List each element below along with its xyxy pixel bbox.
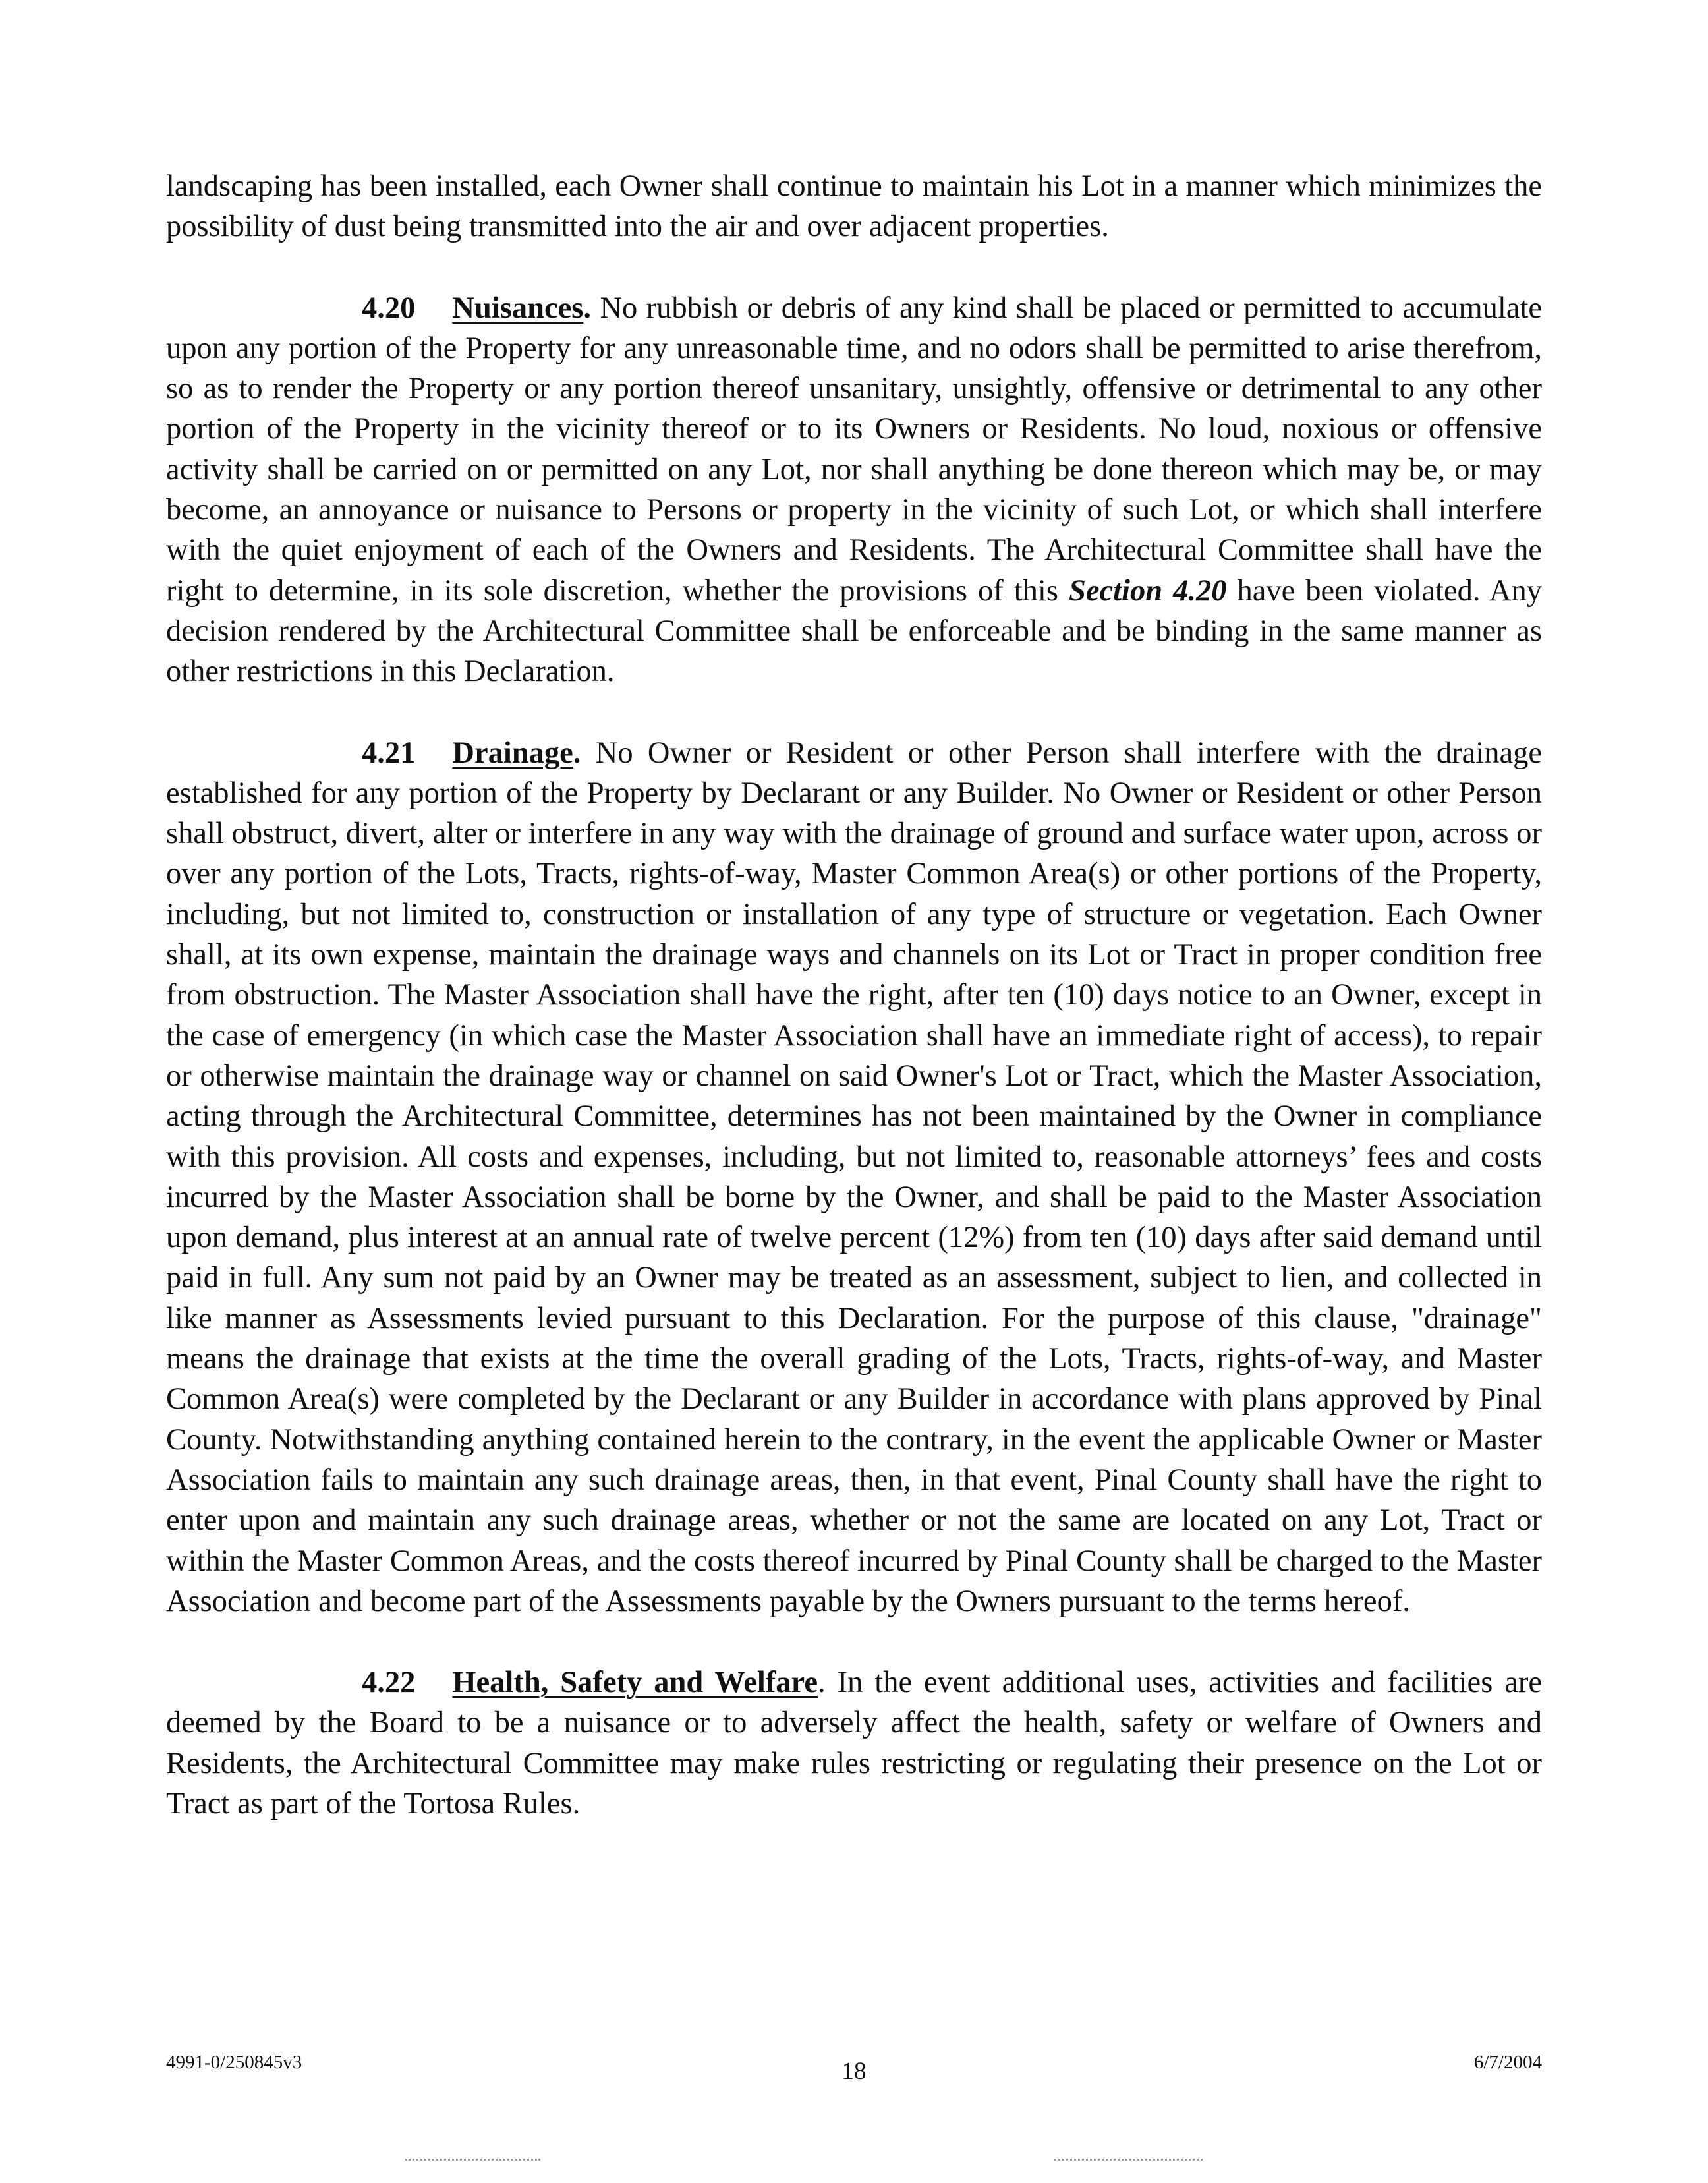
continuation-paragraph: landscaping has been installed, each Owner shall continue to maintain his Lot in a manner which minimizes the possibility of dust being transmitted into the air and over adjacent properties.: [166, 169, 1542, 244]
section-4-22-paragraph: [166, 1662, 1542, 1824]
section-title-punct: .: [583, 291, 591, 325]
section-body-continued: have been violated. Any decision rendered by the Architectural Committee shall be enforceable and be binding in the same manner as other restrictions in this Declaration.: [166, 573, 1542, 689]
scan-artifact: [405, 2159, 540, 2165]
scan-artifact: [1054, 2159, 1203, 2165]
section-title-punct: .: [573, 736, 581, 770]
footer-page-number: 18: [841, 2058, 867, 2085]
footer-date: 6/7/2004: [1473, 2052, 1542, 2073]
section-body: No rubbish or debris of any kind shall be placed or permitted to accumulate upon any portion of the Property for any unreasonable time, and no odors shall be permitted to arise therefrom, so as to render the Property or any portion thereof unsanitary, unsightly, offensive or detrimental to any other portion of the Property in the vicinity thereof or to its Owners or Residents. No loud, noxious or offensive activity shall be carried on or permitted on any Lot, nor shall anything be done thereon which may be, or may become, an annoyance or nuisance to Persons or property in the vicinity of such Lot, or which shall interfere with the quiet enjoyment of each of the Owners and Residents. The Architectural Committee shall have the right to determine, in its sole discretion, whether the provisions of this: [166, 291, 1543, 608]
section-title: Nuisances: [452, 291, 584, 325]
section-title: Health, Safety and Welfare: [452, 1666, 818, 1700]
section-body: In the event additional uses, activities and facilities are deemed by the Board to be a nuisance or to adversely affect the health, safety or welfare of Owners and Residents, the Architectural Committee may make rules restricting or regulating their presence on the Lot or Tract as part of the Tortosa Rules.: [166, 1666, 1543, 1820]
section-number: 4.21: [362, 736, 416, 770]
section-body: No Owner or Resident or other Person shall interfere with the drainage established for any portion of the Property by Declarant or any Builder. No Owner or Resident or other Person shall obstruct, divert, alter or interfere in any way with the drainage of ground and surface water upon, across or over any portion of the Lots, Tracts, rights-of-way, Master Common Area(s) or other portions of the Property, including, but not limited to, construction or installation of any type of structure or vegetation. Each Owner shall, at its own expense, maintain the drainage ways and channels on its Lot or Tract in proper condition free from obstruction. The Master Association shall have the right, after ten (10) days notice to an Owner, except in the case of emergency (in which case the Master Association shall have an immediate right of access), to repair or otherwise maintain the drainage way or channel on said Owner's Lot or Tract, which the Master Association, acting through the Architectural Committee, determines has not been maintained by the Owner in compliance with this provision. All costs and expenses, including, but not limited to, reasonable attorneys’ fees and costs incurred by the Master Association shall be borne by the Owner, and shall be paid to the Master Association upon demand, plus interest at an annual rate of twelve percent (12%) from ten (10) days after said demand until paid in full. Any sum not paid by an Owner may be treated as an assessment, subject to lien, and collected in like manner as Assessments levied pursuant to this Declaration. For the purpose of this clause, "drainage" means the drainage that exists at the time the overall grading of the Lots, Tracts, rights-of-way, and Master Common Area(s) were completed by the Declarant or any Builder in accordance with plans approved by Pinal County. Notwithstanding anything contained herein to the contrary, in the event the applicable Owner or Master Association fails to maintain any such drainage areas, then, in that event, Pinal County shall have the right to enter upon and maintain any such drainage areas, whether or not the same are located on any Lot, Tract or within the Master Common Areas, and the costs thereof incurred by Pinal County shall be charged to the Master Association and become part of the Assessments payable by the Owners pursuant to the terms hereof.: [166, 736, 1542, 1618]
section-4-21-paragraph: [166, 733, 1542, 1622]
page-footer: [166, 2052, 1542, 2085]
section-title: Drainage: [452, 736, 573, 770]
section-title-punct: .: [817, 1666, 826, 1700]
section-reference: Section 4.20: [1068, 573, 1227, 608]
document-page: [166, 166, 1542, 1824]
section-number: 4.22: [362, 1666, 416, 1700]
section-number: 4.20: [362, 291, 416, 325]
section-4-20-paragraph: [166, 288, 1542, 692]
footer-doc-id: 4991-0/250845v3: [166, 2052, 302, 2073]
